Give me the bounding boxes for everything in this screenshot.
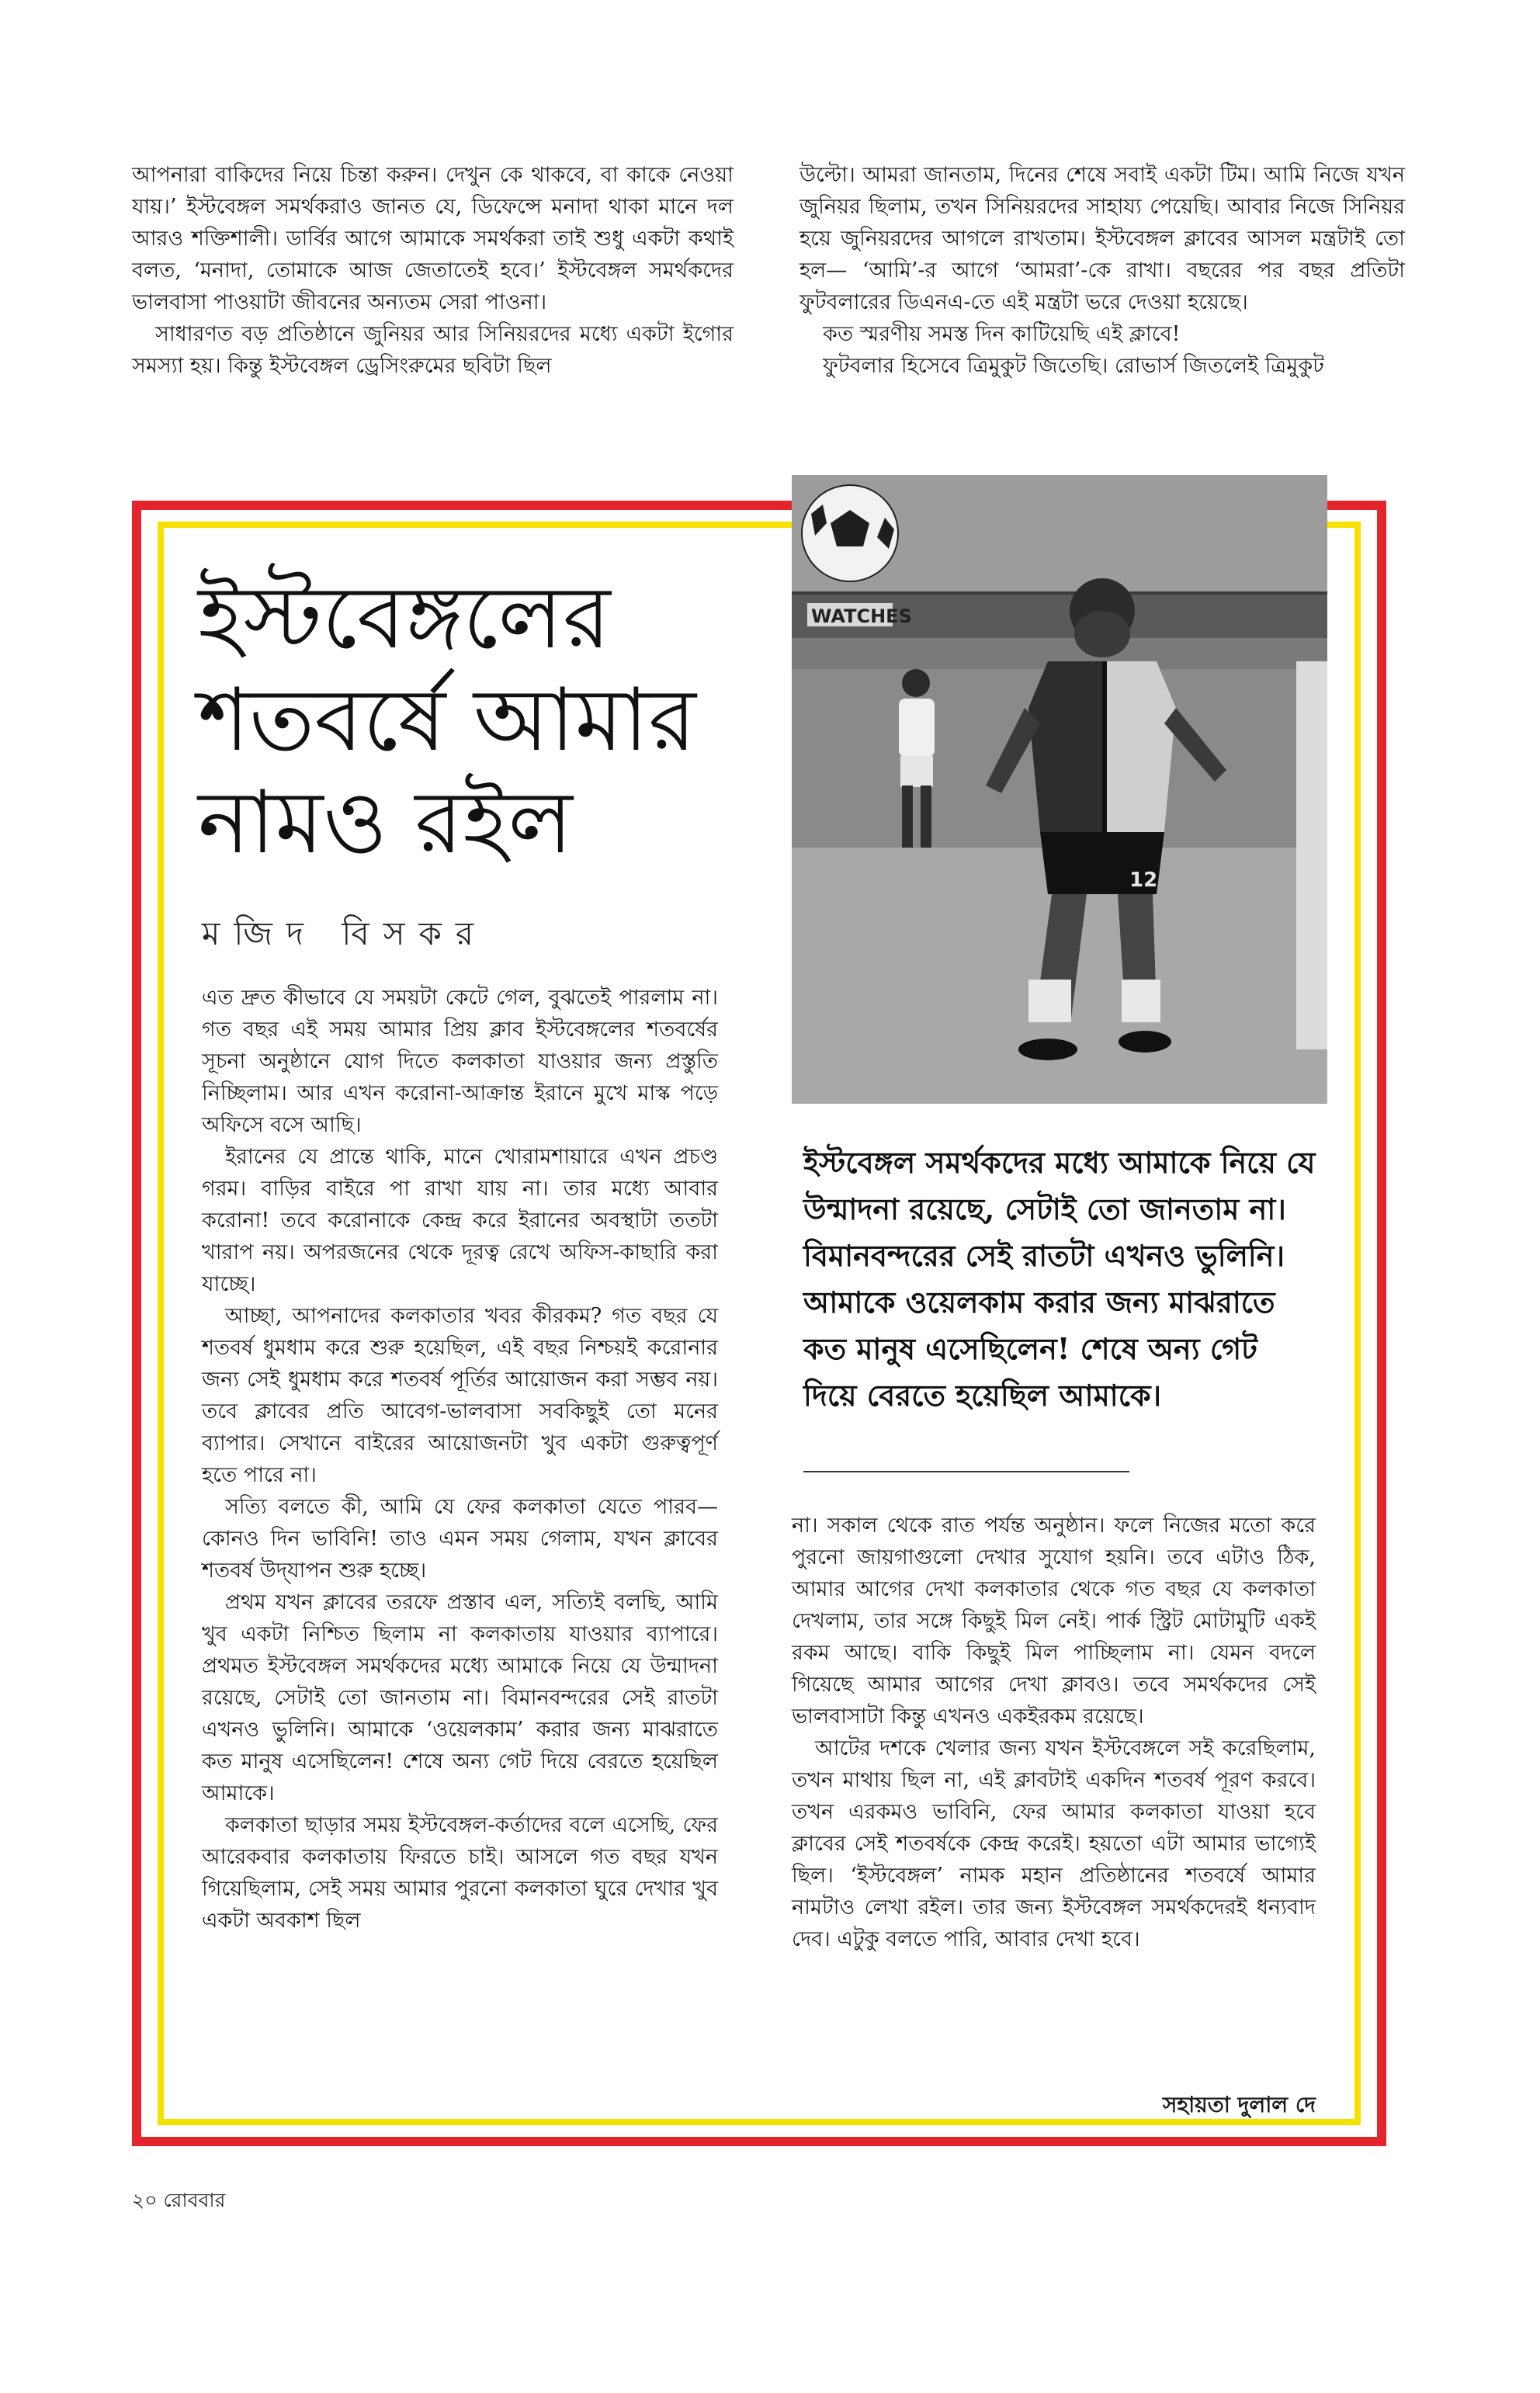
top-right-column <box>799 159 1405 382</box>
paragraph: এত দ্রুত কীভাবে যে সময়টা কেটে গেল, বুঝতেই পারলাম না। গত বছর এই সময় আমার প্রিয় ক্লাব ইস্টবেঙ্গলের শতবর্ষের সূচনা অনুষ্ঠানে যোগ দিতে কলকাতা যাওয়ার জন্য প্রস্তুতি নিচ্ছিলাম। আর এখন করোনা-আক্রান্ত ইরানে মুখে মাস্ক পড়ে অফিসে বসে আছি। <box>202 986 718 1137</box>
photo-illustration <box>792 475 1327 1104</box>
paragraph: সত্যি বলতে কী, আমি যে ফের কলকাতা যেতে পারব— কোনও দিন ভাবিনি! তাও এমন সময় গেলাম, যখন ক্লাবের শতবর্ষ উদ্‌যাপন শুরু হচ্ছে। <box>202 1495 718 1583</box>
paragraph: প্রথম যখন ক্লাবের তরফে প্রস্তাব এল, সত্যিই বলছি, আমি খুব একটা নিশ্চিত ছিলাম না কলকাতায় যাওয়ার ব্যাপারে। প্রথমত ইস্টবেঙ্গল সমর্থকদের মধ্যে আমাকে নিয়ে যে উন্মাদনা রয়েছে, সেটাই তো জানতাম না। বিমানবন্দরের সেই রাতটা এখনও ভুলিনি। আমাকে ‘ওয়েলকাম’ করার জন্য মাঝরাতে কত মানুষ এসেছিলেন! শেষে অন্য গেট দিয়ে বেরতে হয়েছিল আমাকে। <box>202 1590 718 1805</box>
paragraph: ফুটবলার হিসেবে ত্রিমুকুট জিতেছি। রোভার্স জিতলেই ত্রিমুকুট <box>823 354 1324 378</box>
author-byline: মজিদ বিসকর <box>202 914 487 952</box>
assistance-credit: সহায়তা দুলাল দে <box>1162 2092 1316 2117</box>
pull-quote: ইস্টবেঙ্গল সমর্থকদের মধ্যে আমাকে নিয়ে যে উন্মাদনা রয়েছে, সেটাই তো জানতাম না। বিমানবন্দরের সেই রাতটা এখনও ভুলিনি। আমাকে ওয়েলকাম করার জন্য মাঝরাতে কত মানুষ এসেছিলেন! শেষে অন্য গেট দিয়ে বেরতে হয়েছিল আমাকে। <box>803 1145 1316 1413</box>
headline-line-1: ইস্টবেঙ্গলের <box>198 567 611 668</box>
paragraph: সাধারণত বড় প্রতিষ্ঠানে জুনিয়র আর সিনিয়রদের মধ্যে একটা ইগোর সমস্যা হয়। কিন্তু ইস্টবেঙ্গল ড্রেসিংরুমের ছবিটা ছিল <box>132 322 734 378</box>
page-folio: ২০ রোববার <box>132 2189 226 2211</box>
paragraph: ইরানের যে প্রান্তে থাকি, মানে খোরামশায়ারে এখন প্রচণ্ড গরম। বাড়ির বাইরে পা রাখা যায় না। তার মধ্যে আবার করোনা! তবে করোনাকে কেন্দ্র করে ইরানের অবস্থাটা ততটা খারাপ নয়। অপরজনের থেকে দূরত্ব রেখে অফিস-কাছারি করা যাচ্ছে। <box>202 1145 718 1296</box>
board-text: WATCHES <box>811 605 912 627</box>
body-left-column <box>202 982 718 1937</box>
paragraph: কলকাতা ছাড়ার সময় ইস্টবেঙ্গল-কর্তাদের বলে এসেছি, ফের আরেকবার কলকাতায় ফিরতে চাই। আসলে গত বছর যখন গিয়েছিলাম, সেই সময় আমার পুরনো কলকাতা ঘুরে দেখার খুব একটা অবকাশ ছিল <box>202 1813 718 1933</box>
headline-line-2: শতবর্ষে আমার <box>198 670 696 771</box>
paragraph: কত স্মরণীয় সমস্ত দিন কাটিয়েছি এই ক্লাবে! <box>823 322 1181 346</box>
paragraph: আচ্ছা, আপনাদের কলকাতার খবর কীরকম? গত বছর যে শতবর্ষ ধুমধাম করে শুরু হয়েছিল, এই বছর নিশ্চয়ই করোনার জন্য সেই ধুমধাম করে শতবর্ষ পূর্তির আয়োজন করা সম্ভব নয়। তবে ক্লাবের প্রতি আবেগ-ভালবাসা সবকিছুই তো মনের ব্যাপার। সেখানে বাইরের আয়োজনটা খুব একটা গুরুত্বপূর্ণ হতে পারে না। <box>202 1304 718 1487</box>
headline-line-3: নামও রইল <box>198 772 573 873</box>
shirt-number: 12 <box>1129 869 1158 892</box>
paragraph: আপনারা বাকিদের নিয়ে চিন্তা করুন। দেখুন কে থাকবে, বা কাকে নেওয়া যায়।’ ইস্টবেঙ্গল সমর্থকরাও জানত যে, ডিফেন্সে মনাদা থাকা মানে দল আরও শক্তিশালী। ডার্বির আগে আমাকে সমর্থকরা তাই শুধু একটা কথাই বলত, ‘মনাদা, তোমাকে আজ জেতাতেই হবে।’ ইস্টবেঙ্গল সমর্থকদের ভালবাসা পাওয়াটা জীবনের অন্যতম সেরা পাওনা। <box>132 163 734 314</box>
paragraph: না। সকাল থেকে রাত পর্যন্ত অনুষ্ঠান। ফলে নিজের মতো করে পুরনো জায়গাগুলো দেখার সুযোগ হয়নি। তবে এটাও ঠিক, আমার আগের দেখা কলকাতার থেকে গত বছর যে কলকাতা দেখলাম, তার সঙ্গে কিছুই মিল নেই। পার্ক স্ট্রিট মোটামুটি একই রকম আছে। বাকি কিছুই মিল পাচ্ছিলাম না। যেমন বদলে গিয়েছে আমার আগের দেখা ক্লাবও। তবে সমর্থকদের সেই ভালবাসাটা কিন্তু এখনও একইরকম রয়েছে। <box>792 1514 1316 1729</box>
body-right-column <box>792 1510 1316 1955</box>
pull-quote-divider <box>803 1471 1129 1472</box>
article-headline <box>198 567 788 874</box>
paragraph: আটের দশকে খেলার জন্য যখন ইস্টবেঙ্গলে সই করেছিলাম, তখন মাথায় ছিল না, এই ক্লাবটাই একদিন শতবর্ষ পূরণ করবে। তখন এরকমও ভাবিনি, ফের আমার কলকাতা যাওয়া হবে ক্লাবের সেই শতবর্ষকে কেন্দ্র করেই। হয়তো এটা আমার ভাগ্যেই ছিল। ‘ইস্টবেঙ্গল’ নামক মহান প্রতিষ্ঠানের শতবর্ষে আমার নামটাও লেখা রইল। তার জন্য ইস্টবেঙ্গল সমর্থকদেরই ধন্যবাদ দেব। এটুকু বলতে পারি, আবার দেখা হবে। <box>792 1736 1316 1951</box>
top-left-column <box>132 159 734 382</box>
football-player-photo <box>792 475 1327 1104</box>
paragraph: উল্টো। আমরা জানতাম, দিনের শেষে সবাই একটা টিম। আমি নিজে যখন জুনিয়র ছিলাম, তখন সিনিয়রদের সাহায্য পেয়েছি। আবার নিজে সিনিয়র হয়ে জুনিয়রদের আগলে রাখতাম। ইস্টবেঙ্গল ক্লাবের আসল মন্ত্রটাই তো হল— ‘আমি’-র আগে ‘আমরা’-কে রাখা। বছরের পর বছর প্রতিটা ফুটবলারের ডিএনএ-তে এই মন্ত্রটা ভরে দেওয়া হয়েছে। <box>799 163 1405 314</box>
